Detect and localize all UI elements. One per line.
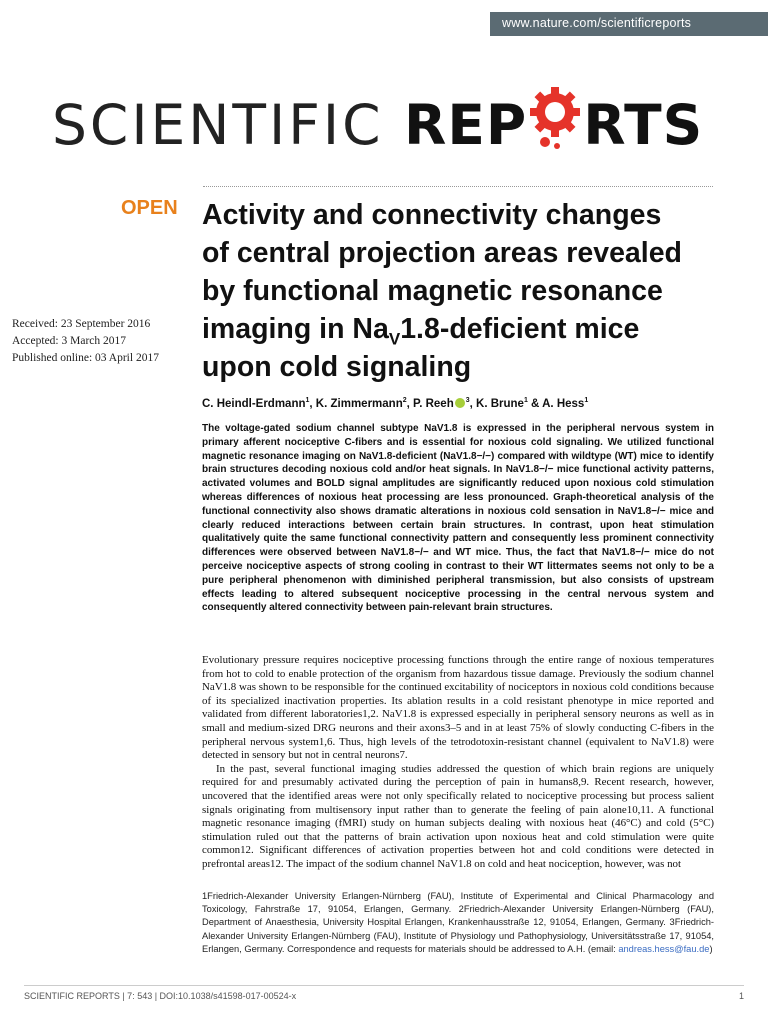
journal-logo-right-b: RTS xyxy=(583,93,704,157)
author-name: & A. Hess xyxy=(527,398,585,410)
article-title xyxy=(202,196,722,386)
paragraph: Evolutionary pressure requires nociceptive processing functions through the entire range of noxious temperatures from hot to cold to enable protection of the organism from hazardous tissue damage. Previously the sodium channel NaV1.8 was shown to be responsible for the continued excitability of nociceptors in noxious cold conditions because of its specialized inactivation properties. Its ablation results in a cold resistant phenotype in mice reported and validated from different laboratories1,2. NaV1.8 is expressed especially in peripheral sensory neurons as well as in small and medium-sized DRG neurons and their axons3–5 and in at least 75% of slowly conducting C-fibers in the peripheral nervous system1,6. Thus, high levels of the tetrodotoxin-resistant channel (equivalent to NaV1.8) were detected in sensory but not in central neurons7. xyxy=(202,654,714,762)
gear-icon xyxy=(527,82,583,152)
author-name: , K. Zimmermann xyxy=(309,398,403,410)
title-line-2: of central projection areas revealed xyxy=(202,237,682,269)
article-dates xyxy=(12,316,159,367)
author-name: , K. Brune xyxy=(469,398,524,410)
journal-logo-right-a: REP xyxy=(404,93,528,157)
orcid-icon[interactable] xyxy=(455,398,465,408)
accepted-date: Accepted: 3 March 2017 xyxy=(12,335,127,347)
page-footer xyxy=(24,991,744,1001)
divider xyxy=(203,186,713,187)
title-line-4: imaging in $Na_V1.8$-deficient mice xyxy=(202,313,640,349)
paragraph: In the past, several functional imaging studies addressed the question of which brain regions are uniquely required for and presumably activated during the perception of pain in humans8,9. Recent research, however, uncovered that the identified areas were not only specifically related to nociceptive processing but process salient signals originating from multisensory input rather than to generate the feeling of pain alone10,11. A functional magnetic resonance imaging (fMRI) study on human subjects dealing with noxious heat (46°C) and cold (5°C) stimulation ruled out that the patterns of brain activation upon noxious heat and cold stimulation were quite common12. Significant differences of activation properties between hot and cold conditions were detected in prefrontal areas12. The impact of the sodium channel NaV1.8 on cold and heat nociception, however, was not xyxy=(202,762,714,870)
journal-url[interactable]: www.nature.com/scientificreports xyxy=(502,16,692,30)
page-number: 1 xyxy=(738,991,744,1001)
open-access-badge: OPEN xyxy=(121,197,178,219)
title-line-1: Activity and connectivity changes xyxy=(202,199,662,231)
affiliations: 1Friedrich-Alexander University Erlangen-Nürnberg (FAU), Institute of Experimental and Clinical Pharmacology and Toxicology, Fahrstraße 17, 91054, Erlangen, Germany. 2Friedrich-Alexander University Erlangen-Nürnberg (FAU), Department of Anaesthesia, University Hospital Erlangen, Krankenhausstraße 12, 91054, Erlangen, Germany. 3Friedrich-Alexander University Erlangen-Nürnberg (FAU), Institute of Physiology und Pathophysiology, Universitätsstraße 17, 91054, Erlangen, Germany. Correspondence and requests for materials should be addressed to A.H. (email: andreas.hess@fau.de) xyxy=(202,891,714,954)
footer-divider xyxy=(24,985,744,986)
title-line-3: by functional magnetic resonance xyxy=(202,275,663,307)
author-name: , P. Reeh xyxy=(406,398,454,410)
abstract: The voltage-gated sodium channel subtype NaV1.8 is expressed in the peripheral nervous system in primary afferent nociceptive C-fibers and is essential for noxious cold signaling. We utilized functional magnetic resonance imaging on NaV1.8-deficient (NaV1.8−/−) compared with wildtype (WT) mice to identify brain structures decoding noxious cold and/or heat signals. In NaV1.8−/− mice functional activity patterns, activated volumes and BOLD signal amplitudes are significantly reduced upon noxious cold stimulation whereas differences of noxious heat processing are less pronounced. Graph-theoretical analysis of the functional connectivity also shows dramatic alterations in noxious cold sensation in NaV1.8−/− mice and clearly reduced interactions between certain brain structures. In contrast, upon heat stimulation qualitatively quite the same functional connectivity pattern and consequently less prominent connectivity differences were observed between NaV1.8−/− and WT mice. Thus, the fact that NaV1.8−/− mice do not perceive nociceptive aspects of strong cooling in contrast to their WT littermates seems not only to be a pure peripheral phenomenon with diminished peripheral transmission, but also consists of upstream effects leading to altered subsequent nociceptive processing in the central nervous system and consequently altered connectivity between pain-relevant brain structures. xyxy=(202,423,714,614)
journal-url-bar[interactable] xyxy=(490,12,768,36)
citation: SCIENTIFIC REPORTS | 7: 543 | DOI:10.1038/s41598-017-00524-x xyxy=(24,991,297,1001)
journal-logo xyxy=(52,82,703,162)
received-date: Received: 23 September 2016 xyxy=(12,318,151,330)
journal-logo-left: SCIENTIFIC xyxy=(52,93,404,157)
correspondence-email[interactable]: andreas.hess@fau.de xyxy=(618,943,710,954)
published-date: Published online: 03 April 2017 xyxy=(12,352,159,364)
author-list: C. Heindl-Erdmann$^1$, K. Zimmermann$^2$, P. Reeh $^3$, K. Brune$^1$ & A. Hess$^1$ xyxy=(202,397,589,410)
author-name: C. Heindl-Erdmann xyxy=(202,398,306,410)
title-line-5: upon cold signaling xyxy=(202,351,472,383)
body-text xyxy=(202,654,714,872)
